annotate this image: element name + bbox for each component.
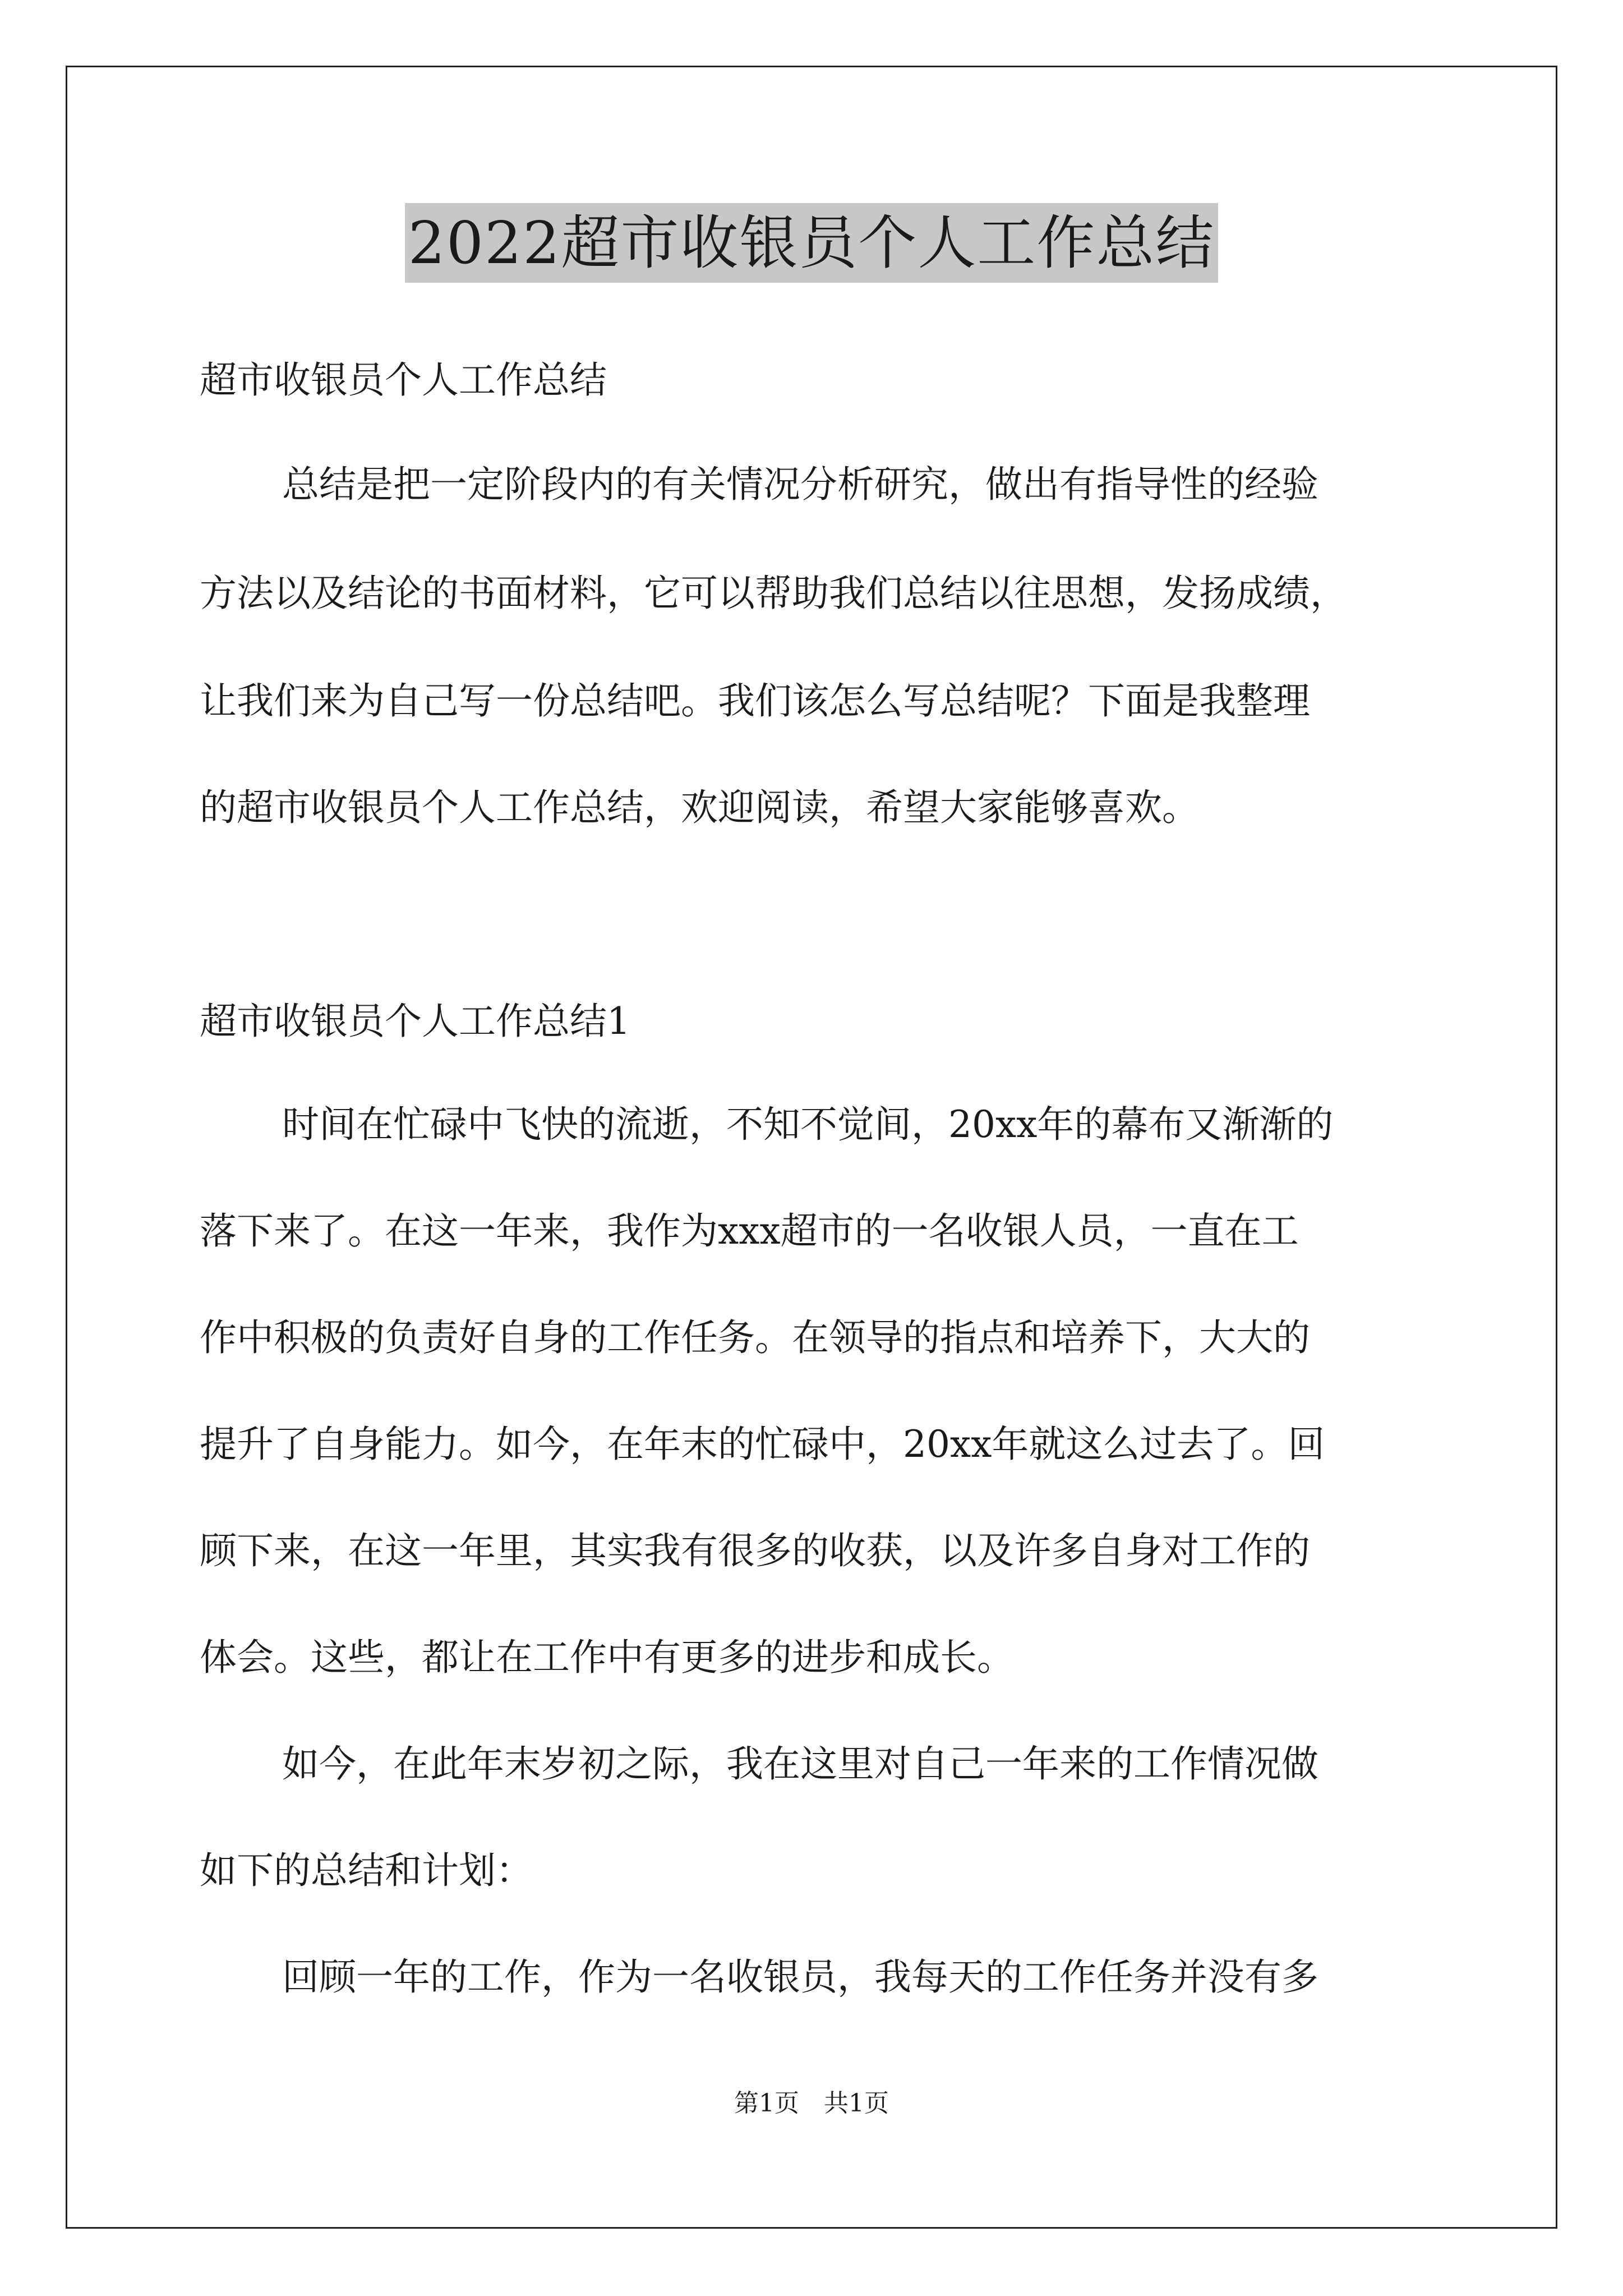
- paragraph-line: 如今，在此年末岁初之际，我在这里对自己一年来的工作情况做: [282, 1742, 1318, 1786]
- paragraph-line: 顾下来，在这一年里，其实我有很多的收获，以及许多自身对工作的: [200, 1529, 1310, 1572]
- paragraph-line: 回顾一年的工作，作为一名收银员，我每天的工作任务并没有多: [282, 1955, 1318, 1999]
- paragraph-line: 如下的总结和计划：: [200, 1849, 533, 1892]
- paragraph-line: 体会。这些，都让在工作中有更多的进步和成长。: [200, 1636, 1014, 1679]
- subtitle: 超市收银员个人工作总结: [200, 358, 607, 402]
- intro-line: 总结是把一定阶段内的有关情况分析研究，做出有指导性的经验: [282, 463, 1318, 506]
- paragraph-line: 时间在忙碌中飞快的流逝，不知不觉间，20xx年的幕布又渐渐的: [282, 1103, 1334, 1146]
- document-title: 2022超市收银员个人工作总结: [405, 203, 1219, 283]
- title-container: [0, 203, 1623, 283]
- intro-line: 让我们来为自己写一份总结吧。我们该怎么写总结呢？下面是我整理: [200, 679, 1310, 723]
- paragraph-line: 落下来了。在这一年来，我作为xxx超市的一名收银人员，一直在工: [200, 1209, 1299, 1253]
- page-footer: 第1页 共1页: [734, 2089, 889, 2118]
- paragraph-line: 作中积极的负责好自身的工作任务。在领导的指点和培养下，大大的: [200, 1316, 1310, 1359]
- intro-line: 的超市收银员个人工作总结，欢迎阅读，希望大家能够喜欢。: [200, 786, 1199, 829]
- paragraph-line: 提升了自身能力。如今，在年末的忙碌中，20xx年就这么过去了。回: [200, 1423, 1325, 1466]
- intro-line: 方法以及结论的书面材料，它可以帮助我们总结以往思想，发扬成绩，: [200, 572, 1347, 615]
- section-heading: 超市收银员个人工作总结1: [200, 1000, 630, 1043]
